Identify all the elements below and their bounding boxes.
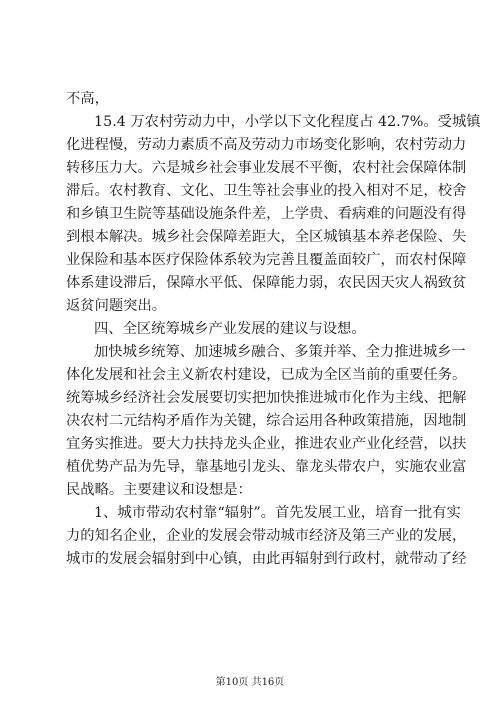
text-line: 体化发展和社会主义新农村建设，已成为全区当前的重要任务。 <box>66 367 467 383</box>
text-line: 宜务实推进。要大力扶持龙头企业，推进农业产业化经营，以扶 <box>66 436 467 452</box>
text-line: 和乡镇卫生院等基础设施条件差，上学贵、看病难的问题没有得 <box>66 206 467 222</box>
document-body <box>66 88 481 571</box>
page-footer: 第10页 共16页 <box>215 677 285 688</box>
text-line: 业保险和基本医疗保险体系较为完善且覆盖面较广，而农村保障 <box>66 252 467 268</box>
text-line: 决农村二元结构矛盾作为关键，综合运用各种政策措施，因地制 <box>66 413 467 429</box>
text-line: 力的知名企业，企业的发展会带动城市经济及第三产业的发展， <box>66 528 467 544</box>
text-line: 不高， <box>66 91 109 107</box>
text-line: 统筹城乡经济社会发展要切实把加快推进城市化作为主线、把解 <box>66 390 467 406</box>
text-line: 加快城乡统筹、加速城乡融合、多策并举、全力推进城乡一 <box>94 344 466 360</box>
text-line: 转移压力大。六是城乡社会事业发展不平衡，农村社会保障体制 <box>66 160 467 176</box>
text-line: 化进程慢，劳动力素质不高及劳动力市场变化影响，农村劳动力 <box>66 137 467 153</box>
text-line: 民战略。主要建议和设想是： <box>66 482 252 498</box>
text-line: 城市的发展会辐射到中心镇，由此再辐射到行政村，就带动了经 <box>66 551 467 567</box>
text-line: 植优势产品为先导，靠基地引龙头、靠龙头带农户，实施农业富 <box>66 459 467 475</box>
section-heading: 四、全区统筹城乡产业发展的建议与设想。 <box>94 321 366 337</box>
text-line: 返贫问题突出。 <box>66 298 167 314</box>
text-line: 15.4 万农村劳动力中，小学以下文化程度占 42.7%。受城镇 <box>94 114 481 130</box>
text-line: 体系建设滞后，保障水平低、保障能力弱，农民因天灾人祸致贫 <box>66 275 467 291</box>
text-line: 到根本解决。城乡社会保障差距大，全区城镇基本养老保险、失 <box>66 229 467 245</box>
text-line: 1、城市带动农村靠“辐射”。首先发展工业，培育一批有实 <box>94 505 461 521</box>
text-line: 滞后。农村教育、文化、卫生等社会事业的投入相对不足，校舍 <box>66 183 467 199</box>
